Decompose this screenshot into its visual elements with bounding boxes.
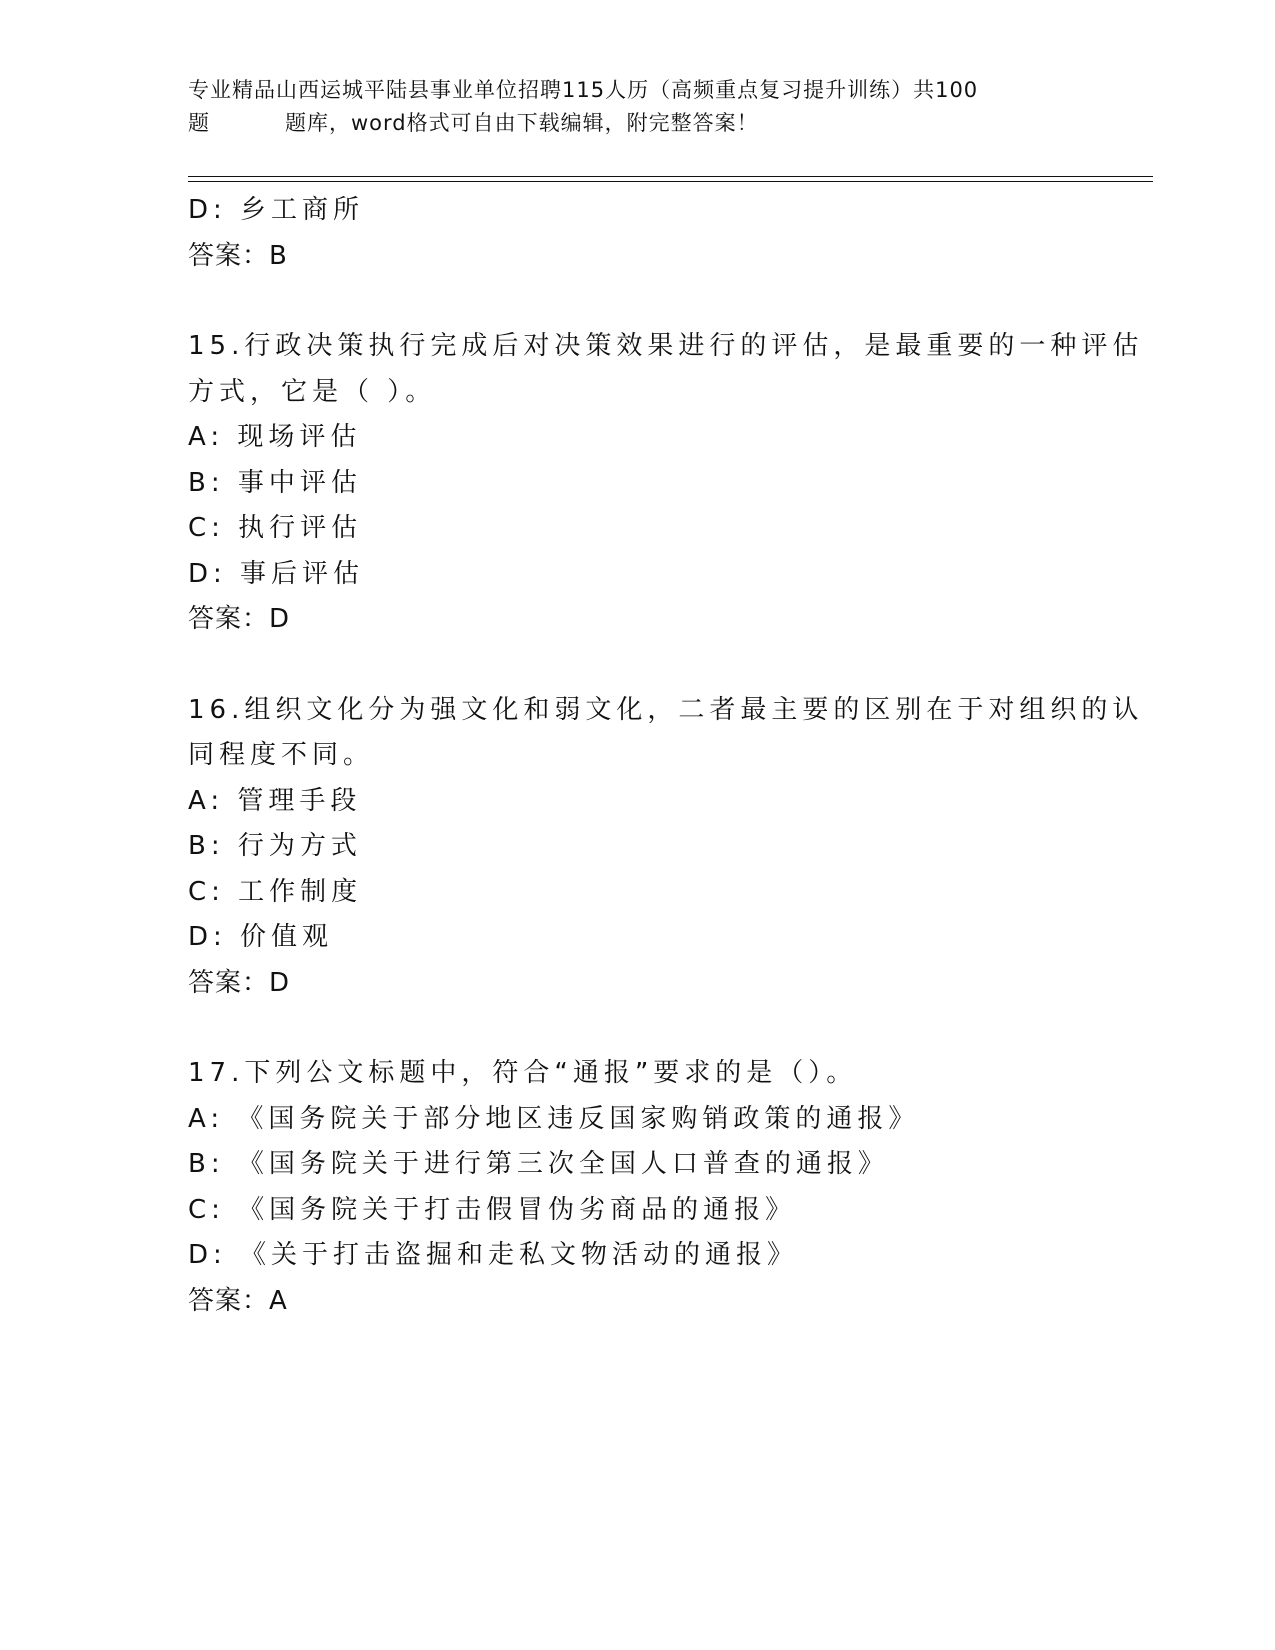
- q17-stem-line-1: 17.下列公文标题中，符合“通报”要求的是（）。: [188, 1058, 858, 1088]
- prev-answer: 答案：B: [188, 240, 288, 271]
- header-line-1: 专业精品山西运城平陆县事业单位招聘115人历（高频重点复习提升训练）共100: [188, 78, 979, 102]
- q15-option-d: D: 事后评估: [188, 558, 365, 589]
- q15-stem-line-2: 方式，它是（ ）。: [188, 376, 437, 407]
- q17-option-c: C: 《国务院关于打击假冒伪劣商品的通报》: [188, 1194, 797, 1225]
- spacer: [188, 1006, 1088, 1051]
- q16-stem-line-2: 同程度不同。: [188, 740, 375, 770]
- header-divider-bottom: [188, 181, 1153, 182]
- q15-option-c: C: 执行评估: [188, 513, 363, 543]
- q15-option-b: B: 事中评估: [188, 467, 362, 498]
- question-content: [188, 188, 1144, 1324]
- q16-option-a: A: 管理手段: [188, 785, 362, 816]
- q16-option-c: C: 工作制度: [188, 876, 363, 907]
- q15-stem-line-1: 15.行政决策执行完成后对决策效果进行的评估，是最重要的一种评估: [188, 331, 1144, 361]
- spacer: [188, 279, 1088, 324]
- prev-option-d: D: 乡工商所: [188, 195, 365, 225]
- q16-stem-line-1: 16.组织文化分为强文化和弱文化，二者最主要的区别在于对组织的认: [188, 694, 1144, 725]
- q17-option-d: D: 《关于打击盗掘和走私文物活动的通报》: [188, 1240, 799, 1270]
- q17-answer: 答案：A: [188, 1285, 288, 1316]
- q17-option-b: B: 《国务院关于进行第三次全国人口普查的通报》: [188, 1149, 889, 1179]
- page-header: [188, 74, 1088, 140]
- q17-option-a: A: 《国务院关于部分地区违反国家购销政策的通报》: [188, 1103, 920, 1134]
- q15-option-a: A: 现场评估: [188, 422, 362, 452]
- spacer: [188, 643, 1088, 688]
- q16-answer: 答案：D: [188, 967, 291, 998]
- header-divider-top: [188, 176, 1153, 177]
- q16-option-d: D: 价值观: [188, 922, 334, 952]
- q15-answer: 答案：D: [188, 604, 291, 634]
- header-gap: [210, 107, 285, 140]
- q16-option-b: B: 行为方式: [188, 831, 362, 861]
- header-line-2: [188, 107, 1088, 140]
- header-line-2-left: 题: [188, 111, 210, 135]
- header-line-2-right: 题库，word格式可自由下载编辑，附完整答案！: [285, 111, 759, 135]
